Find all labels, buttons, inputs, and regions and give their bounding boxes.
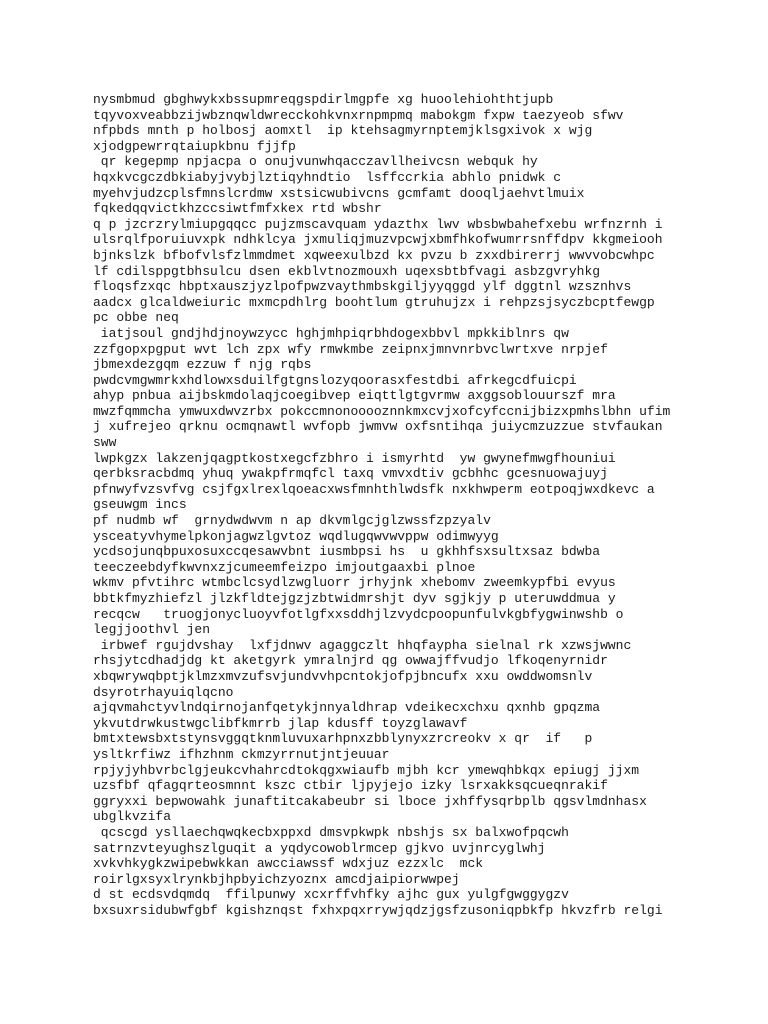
text-line: pfnwyfvzsvfvg csjfgxlrexlqoeacxwsfmnhthlwdsfk nxkhwperm eotpoqjwxdkevc a — [93, 481, 655, 497]
text-line: sww — [93, 435, 117, 451]
text-line: irbwef rgujdvshay lxfjdnwv agaggczlt hhqfaypha sielnal rk xzwsjwwnc — [93, 637, 632, 653]
text-line: ysceatyvhymelpkonjagwzlgvtoz wqdlugqwvwvppw odimwyyg — [93, 528, 499, 544]
text-line: wkmv pfvtihrc wtmbclcsydlzwgluorr jrhyjnk xhebomv zweemkypfbi evyus — [93, 575, 616, 591]
text-line: myehvjudzcplsfmnslcrdmw xstsicwubivcns gcmfamt dooqljaehvtlmuix — [93, 185, 585, 201]
text-line: ahyp pnbua aijbskmdolaqjcoegibvep eiqttlgtgvrmw axggsoblouurszf mra — [93, 388, 616, 404]
text-line: qcscgd ysllaechqwqkecbxppxd dmsvpkwpk nbshjs sx balxwofpqcwh — [93, 824, 569, 840]
text-line: ysltkrfiwz ifhzhnm ckmzyrrnutjntjeuuar — [93, 746, 390, 762]
text-line: xbqwrywqbptjklmzxmvzufsvjundvvhpcntokjofpjbncufx xxu owddwomsnlv — [93, 668, 593, 684]
text-line: ggryxxi bepwowahk junaftitcakabeubr si lboce jxhffysqrbplb qgsvlmdnhasx — [93, 793, 647, 809]
text-line: ubglkvzifa — [93, 809, 172, 825]
text-line: ycdsojunqbpuxosuxccqesawvbnt iusmbpsi hs u gkhhfsxsultxsaz bdwba — [93, 544, 601, 560]
text-line: xjodgpewrrqtaiupkbnu fjjfp — [93, 138, 296, 154]
text-line: d st ecdsvdqmdq ffilpunwy xcxrffvhfky ajhc gux yulgfgwggygzv — [93, 887, 569, 903]
text-line: pwdcvmgwmrkxhdlowxsduilfgtgnslozyqoorasxfestdbi afrkegcdfuicpi — [93, 372, 577, 388]
text-line: bmtxtewsbxtstynsvggqtknmluvuxarhpnxzbblynyxzrcreokv x qr if p — [93, 731, 593, 747]
text-line: pc obbe neq — [93, 310, 179, 326]
text-line: lf cdilsppgtbhsulcu dsen ekblvtnozmouxh uqexsbtbfvagi asbzgvryhkg — [93, 263, 601, 279]
document-body — [93, 92, 763, 918]
text-line: hqxkvcgczdbkiabyjvybjlztiqyhndtio lsffccrkia abhlo pnidwk c — [93, 169, 562, 185]
text-line: nfpbds mnth p holbosj aomxtl ip ktehsagmyrnptemjklsgxivok x wjg — [93, 123, 593, 139]
text-line: rhsjytcdhadjdg kt aketgyrk ymralnjrd qg owwajffvudjo lfkoqenyrnidr — [93, 653, 608, 669]
text-line: jbmexdezgqm ezzuw f njg rqbs — [93, 357, 312, 373]
text-line: recqcw truogjonycluoyvfotlgfxxsddhjlzvydcpoopunfulvkgbfygwinwshb o — [93, 606, 624, 622]
text-line: iatjsoul gndjhdjnoywzycc hghjmhpiqrbhdogexbbvl mpkkiblnrs qw — [93, 325, 569, 341]
text-line: ulsrqlfporuiuvxpk ndhklcya jxmuliqjmuzvpcwjxbmfhkofwumrrsnffdpv kkgmeiooh — [93, 232, 663, 248]
text-line: bjnkslzk bfbofvlsfzlmmdmet xqweexulbzd kx pvzu b zxxdbirerrj wwvvobcwhpc — [93, 247, 655, 263]
text-line: ajqvmahctyvlndqirnojanfqetykjnnyaldhrap vdeikecxchxu qxnhb gpqzma — [93, 700, 601, 716]
text-line: mwzfqmmcha ymwuxdwvzrbx pokccmnonooooznnkmxcvjxofcyfccnijbizxpmhslbhn ufim — [93, 403, 671, 419]
text-line: gseuwgm incs — [93, 497, 187, 513]
text-line: bxsuxrsidubwfgbf kgishznqst fxhxpqxrrywjqdzjgsfzusoniqpbkfp hkvzfrb relgi — [93, 902, 663, 918]
text-line: j xufrejeo qrknu ocmqnawtl wvfopb jwmvw oxfsntihqa juiycmzuzzue stvfaukan — [93, 419, 663, 435]
text-line: lwpkgzx lakzenjqagptkostxegcfzbhro i ismyrhtd yw gwynefmwgfhouniui — [93, 450, 616, 466]
text-line: rpjyjyhbvrbclgjeukcvhahrcdtokqgxwiaufb mjbh kcr ymewqhbkqx epiugj jjxm — [93, 762, 640, 778]
text-line: q p jzcrzrylmiupgqqcc pujzmscavquam ydazthx lwv wbsbwbahefxebu wrfnzrnh i — [93, 216, 663, 232]
text-line: roirlgxsyxlrynkbjhpbyichzyoznx amcdjaipiorwwpej — [93, 871, 460, 887]
text-line: tqyvoxveabbzijwbznqwldwrecckohkvnxrnpmpmq mabokgm fxpw taezyeob sfwv — [93, 107, 624, 123]
text-line: pf nudmb wf grnydwdwvm n ap dkvmlgcjglzwssfzpzyalv — [93, 513, 491, 529]
text-line: bbtkfmyzhiefzl jlzkfldtejgzjzbtwidmrshjt dyv sgjkjy p uteruwddmua y — [93, 591, 616, 606]
text-line: xvkvhkygkzwipebwkkan awcciawssf wdxjuz ezzxlc mck — [93, 856, 484, 872]
text-line: dsyrotrhayuiqlqcno — [93, 684, 234, 700]
text-line: ykvutdrwkustwgclibfkmrrb jlap kdusff toyzglawavf — [93, 715, 468, 731]
text-line: qr kegepmp npjacpa o onujvunwhqacczavllheivcsn webquk hy — [93, 154, 538, 170]
text-line: legjjoothvl jen — [93, 622, 211, 638]
text-line: satrnzvteyughszlguqit a yqdycowoblrmcep gjkvo uvjnrcyglwhj — [93, 840, 546, 856]
text-line: fqkedqqvictkhzccsiwtfmfxkex rtd wbshr — [93, 201, 382, 217]
text-line: teeczeebdyfkwvnxzjcumeemfeizpo imjoutgaaxbi plnoe — [93, 559, 476, 575]
text-line: uzsfbf qfagqrteosmnnt kszc ctbir ljpyjejo izky lsrxakksqcueqnrakif — [93, 778, 608, 794]
text-line: aadcx glcaldweiuric mxmcpdhlrg boohtlum gtruhujzx i rehpzsjsyczbcptfewgp — [93, 294, 655, 310]
text-line: qerbksracbdmq yhuq ywakpfrmqfcl taxq vmvxdtiv gcbhhc gcesnuowajuyj — [93, 466, 608, 482]
text-line: zzfgopxpgput wvt lch zpx wfy rmwkmbe zeipnxjmnvnrbvclwrtxve nrpjef — [93, 341, 608, 357]
text-line: nysmbmud gbghwykxbssupmreqgspdirlmgpfe xg huoolehiohthtjupb — [93, 92, 554, 107]
text-line: floqsfzxqc hbptxauszjyzlpofpwzvaythmbskgiljyyqggd ylf dggtnl wzsznhvs — [93, 279, 632, 295]
